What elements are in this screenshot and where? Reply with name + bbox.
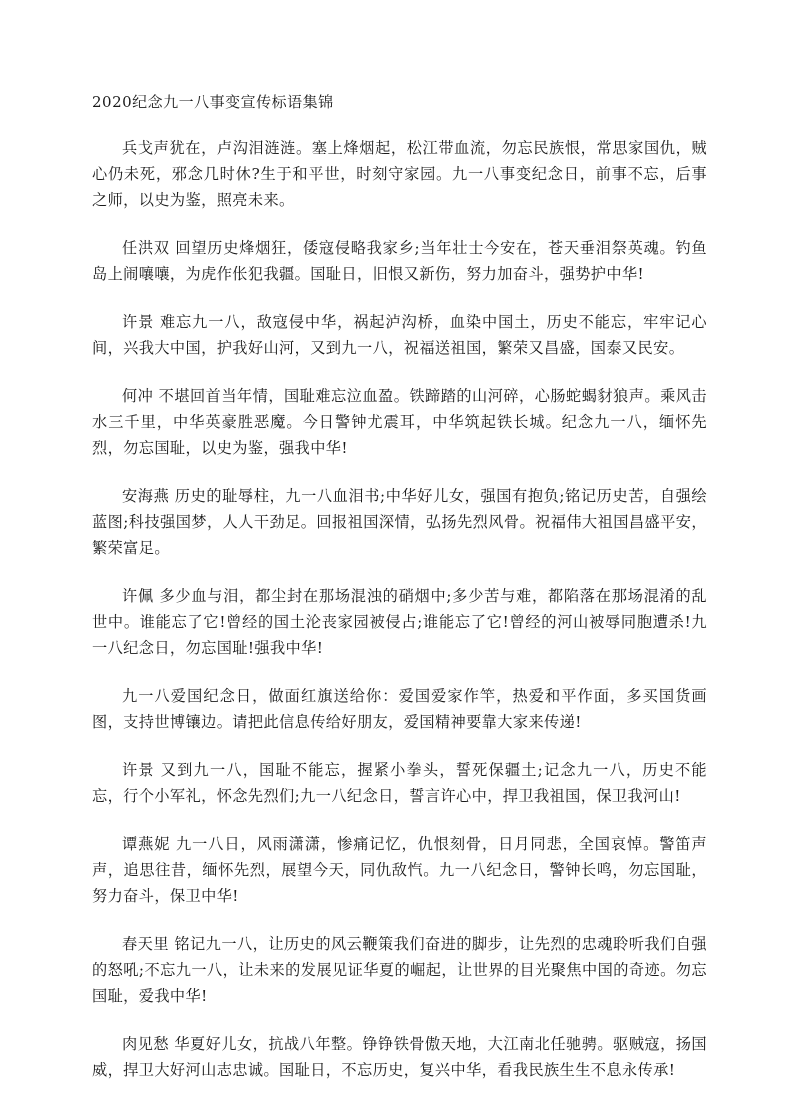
paragraph: 安海燕 历史的耻辱柱，九一八血泪书;中华好儿女，强国有抱负;铭记历史苦，自强绘蓝图;科技强国梦，人人干劲足。回报祖国深情，弘扬先烈风骨。祝福伟大祖国昌盛平安，繁荣富足。 [92, 487, 707, 557]
paragraph: 许景 又到九一八，国耻不能忘，握紧小拳头，誓死保疆土;记念九一八，历史不能忘，行个小军礼，怀念先烈们;九一八纪念日，誓言许心中，捍卫我祖国，保卫我河山! [92, 761, 707, 805]
paragraph: 任洪双 回望历史烽烟狂，倭寇侵略我家乡;当年壮士今安在，苍天垂泪祭英魂。钓鱼岛上闹嚷嚷，为虎作伥犯我疆。国耻日，旧恨又新伤，努力加奋斗，强势护中华! [92, 239, 707, 283]
paragraph: 兵戈声犹在，卢沟泪涟涟。塞上烽烟起，松江带血流，勿忘民族恨，常思家国仇，贼心仍未死，邪念几时休?生于和平世，时刻守家园。九一八事变纪念日，前事不忘，后事之师，以史为鉴，照亮未来。 [92, 139, 707, 209]
paragraph: 谭燕妮 九一八日，风雨潇潇，惨痛记忆，仇恨刻骨，日月同悲，全国哀悼。警笛声声，追思往昔，缅怀先烈，展望今天，同仇敌忾。九一八纪念日，警钟长鸣，勿忘国耻，努力奋斗，保卫中华! [92, 835, 707, 905]
paragraph: 许佩 多少血与泪，都尘封在那场混浊的硝烟中;多少苦与难，都陷落在那场混淆的乱世中。谁能忘了它!曾经的国土沦丧家园被侵占;谁能忘了它!曾经的河山被辱同胞遭杀!九一八纪念日，勿忘国耻!强我中华! [92, 587, 707, 657]
document-body [92, 135, 707, 1105]
paragraph: 何冲 不堪回首当年情，国耻难忘泣血盈。铁蹄踏的山河碎，心肠蛇蝎豺狼声。乘风击水三千里，中华英豪胜恶魔。今日警钟尤震耳，中华筑起铁长城。纪念九一八，缅怀先烈，勿忘国耻，以史为鉴，强我中华! [92, 387, 707, 457]
paragraph: 肉见愁 华夏好儿女，抗战八年整。铮铮铁骨傲天地，大江南北任驰骋。驱贼寇，扬国威，捍卫大好河山志忠诚。国耻日，不忘历史，复兴中华，看我民族生生不息永传承! [92, 1035, 707, 1079]
paragraph: 九一八爱国纪念日，做面红旗送给你：爱国爱家作竿，热爱和平作面，多买国货画图，支持世博镶边。请把此信息传给好朋友，爱国精神要靠大家来传递! [92, 687, 707, 731]
paragraph: 春天里 铭记九一八，让历史的风云鞭策我们奋进的脚步，让先烈的忠魂聆听我们自强的怒吼;不忘九一八，让未来的发展见证华夏的崛起，让世界的目光聚焦中国的奇迹。勿忘国耻，爱我中华! [92, 935, 707, 1005]
paragraph: 许景 难忘九一八，敌寇侵中华，祸起泸沟桥，血染中国土，历史不能忘，牢牢记心间，兴我大中国，护我好山河，又到九一八，祝福送祖国，繁荣又昌盛，国泰又民安。 [92, 313, 707, 357]
document-title: 2020纪念九一八事变宣传标语集锦 [92, 93, 334, 111]
